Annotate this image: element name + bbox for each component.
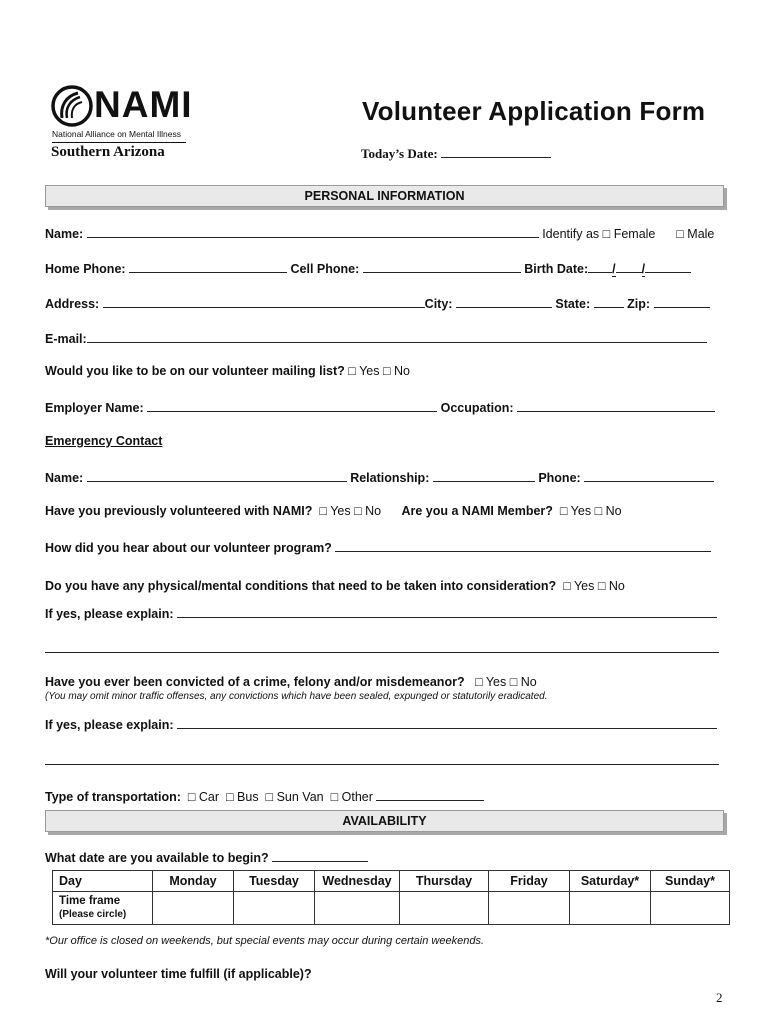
occupation-line[interactable] bbox=[517, 399, 715, 412]
availability-table bbox=[52, 870, 730, 925]
time-frame-sublabel: (Please circle) bbox=[59, 909, 127, 920]
city-line[interactable] bbox=[456, 295, 552, 308]
car-checkbox[interactable]: □ Car bbox=[187, 790, 220, 804]
zip-line[interactable] bbox=[654, 295, 710, 308]
hear-row bbox=[45, 539, 711, 555]
crime-row bbox=[45, 675, 537, 689]
conditions-explain-line[interactable] bbox=[177, 605, 717, 618]
crime-note: (You may omit minor traffic offenses, any convictions which have been sealed, expunged or statutorily eradicated. bbox=[45, 691, 548, 702]
saturday-cell[interactable] bbox=[570, 892, 651, 925]
time-frame-cell bbox=[53, 892, 153, 925]
member-question: Are you a NAMI Member? bbox=[401, 504, 553, 518]
thursday-cell[interactable] bbox=[400, 892, 489, 925]
fulfill-question: Will your volunteer time fulfill (if applicable)? bbox=[45, 967, 312, 981]
table-header-row bbox=[53, 871, 730, 892]
table-header: Tuesday bbox=[234, 871, 315, 892]
birth-day-line[interactable] bbox=[616, 260, 642, 273]
prev-volunteer-question: Have you previously volunteered with NAMI? bbox=[45, 504, 313, 518]
crime-explain-row bbox=[45, 716, 717, 732]
crime-question: Have you ever been convicted of a crime, felony and/or misdemeanor? bbox=[45, 675, 465, 689]
table-row bbox=[53, 892, 730, 925]
table-header: Thursday bbox=[400, 871, 489, 892]
nami-org-name: National Alliance on Mental Illness bbox=[52, 129, 181, 139]
conditions-row bbox=[45, 579, 625, 593]
sun-van-checkbox[interactable]: □ Sun Van bbox=[265, 790, 324, 804]
begin-date-question: What date are you available to begin? bbox=[45, 851, 269, 865]
member-yes-checkbox[interactable]: □ Yes bbox=[559, 504, 592, 518]
sunday-cell[interactable] bbox=[651, 892, 730, 925]
name-label: Name: bbox=[45, 227, 84, 241]
time-frame-label: Time frame bbox=[59, 895, 121, 907]
tuesday-cell[interactable] bbox=[234, 892, 315, 925]
ec-phone-line[interactable] bbox=[584, 469, 714, 482]
availability-header: AVAILABILITY bbox=[45, 810, 724, 832]
crime-explain-line[interactable] bbox=[177, 716, 717, 729]
relationship-line[interactable] bbox=[433, 469, 535, 482]
crime-yes-checkbox[interactable]: □ Yes bbox=[475, 675, 507, 689]
personal-info-header: PERSONAL INFORMATION bbox=[45, 185, 724, 207]
nami-brand: NAMI bbox=[94, 84, 193, 125]
mailing-list-row bbox=[45, 364, 410, 378]
conditions-no-checkbox[interactable]: □ No bbox=[597, 579, 625, 593]
email-label: E-mail: bbox=[45, 332, 87, 346]
cell-phone-line[interactable] bbox=[363, 260, 521, 273]
male-checkbox[interactable]: □ Male bbox=[676, 227, 715, 241]
begin-date-row bbox=[45, 849, 368, 865]
state-line[interactable] bbox=[594, 295, 624, 308]
home-phone-line[interactable] bbox=[129, 260, 287, 273]
birth-month-line[interactable] bbox=[588, 260, 612, 273]
nami-region: Southern Arizona bbox=[51, 144, 165, 160]
mailing-list-question: Would you like to be on our volunteer mailing list? bbox=[45, 364, 345, 378]
volunteer-member-row bbox=[45, 504, 622, 518]
identify-as-label: Identify as bbox=[542, 227, 600, 241]
prev-yes-checkbox[interactable]: □ Yes bbox=[319, 504, 351, 518]
crime-no-checkbox[interactable]: □ No bbox=[509, 675, 537, 689]
conditions-yes-checkbox[interactable]: □ Yes bbox=[563, 579, 595, 593]
table-header: Day bbox=[53, 871, 153, 892]
address-line[interactable] bbox=[103, 295, 425, 308]
mailing-no-checkbox[interactable]: □ No bbox=[382, 364, 411, 378]
transport-row bbox=[45, 788, 484, 804]
todays-date-field[interactable] bbox=[361, 145, 551, 162]
city-label: City: bbox=[424, 297, 453, 311]
birth-date-label: Birth Date: bbox=[524, 262, 589, 276]
friday-cell[interactable] bbox=[489, 892, 570, 925]
relationship-label: Relationship: bbox=[350, 471, 430, 485]
other-checkbox[interactable]: □ Other bbox=[330, 790, 373, 804]
employer-row bbox=[45, 399, 715, 415]
bus-checkbox[interactable]: □ Bus bbox=[226, 790, 259, 804]
address-label: Address: bbox=[45, 297, 100, 311]
cell-phone-label: Cell Phone: bbox=[290, 262, 360, 276]
crime-explain-label: If yes, please explain: bbox=[45, 718, 174, 732]
name-row bbox=[45, 225, 714, 241]
zip-label: Zip: bbox=[627, 297, 651, 311]
emergency-contact-row bbox=[45, 469, 714, 485]
hear-line[interactable] bbox=[335, 539, 711, 552]
female-checkbox[interactable]: □ Female bbox=[602, 227, 656, 241]
todays-date-line[interactable] bbox=[441, 145, 551, 158]
member-no-checkbox[interactable]: □ No bbox=[594, 504, 622, 518]
crime-explain-line-2[interactable] bbox=[45, 764, 719, 765]
ec-name-line[interactable] bbox=[87, 469, 347, 482]
page-number: 2 bbox=[716, 990, 723, 1005]
name-line[interactable] bbox=[87, 225, 539, 238]
other-line[interactable] bbox=[376, 788, 484, 801]
employer-line[interactable] bbox=[147, 399, 437, 412]
phone-row: Home Phone: Cell Phone: Birth Date: / / bbox=[45, 260, 691, 276]
mailing-yes-checkbox[interactable]: □ Yes bbox=[348, 364, 380, 378]
employer-label: Employer Name: bbox=[45, 401, 144, 415]
ec-phone-label: Phone: bbox=[538, 471, 581, 485]
ec-name-label: Name: bbox=[45, 471, 84, 485]
table-header: Friday bbox=[489, 871, 570, 892]
page-title: Volunteer Application Form bbox=[362, 96, 706, 126]
table-header: Wednesday bbox=[315, 871, 400, 892]
table-header: Monday bbox=[153, 871, 234, 892]
conditions-explain-line-2[interactable] bbox=[45, 652, 719, 653]
wednesday-cell[interactable] bbox=[315, 892, 400, 925]
conditions-explain-row bbox=[45, 605, 717, 621]
address-row bbox=[45, 295, 710, 311]
table-header: Sunday* bbox=[651, 871, 730, 892]
occupation-label: Occupation: bbox=[440, 401, 514, 415]
monday-cell[interactable] bbox=[153, 892, 234, 925]
transport-label: Type of transportation: bbox=[45, 790, 181, 804]
home-phone-label: Home Phone: bbox=[45, 262, 126, 276]
office-note: *Our office is closed on weekends, but special events may occur during certain weekends. bbox=[45, 935, 485, 947]
state-label: State: bbox=[555, 297, 591, 311]
table-header: Saturday* bbox=[570, 871, 651, 892]
nami-logo bbox=[50, 84, 195, 164]
birth-year-line[interactable] bbox=[645, 260, 691, 273]
email-line[interactable] bbox=[87, 330, 707, 343]
begin-date-line[interactable] bbox=[272, 849, 368, 862]
emergency-contact-heading: Emergency Contact bbox=[45, 434, 163, 448]
conditions-question: Do you have any physical/mental conditions that need to be taken into consideration? bbox=[45, 579, 557, 593]
logo-divider bbox=[52, 142, 186, 143]
hear-question: How did you hear about our volunteer program? bbox=[45, 541, 332, 555]
email-row bbox=[45, 330, 707, 346]
prev-no-checkbox[interactable]: □ No bbox=[354, 504, 382, 518]
nami-swirl-icon bbox=[50, 84, 94, 128]
todays-date-label: Today’s Date: bbox=[361, 146, 438, 161]
conditions-explain-label: If yes, please explain: bbox=[45, 607, 174, 621]
